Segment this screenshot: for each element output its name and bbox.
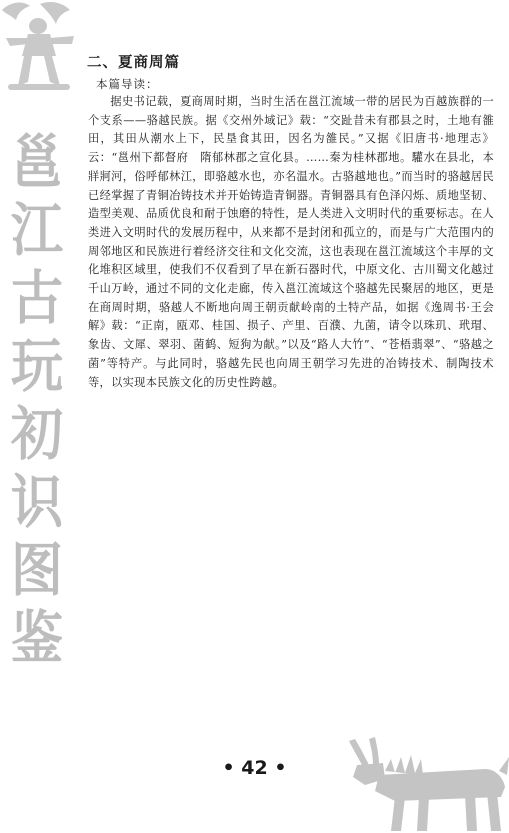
body-paragraph: 据史书记载，夏商周时期，当时生活在邕江流域一带的居民为百越族群的一个支系——骆越民族。据《交州外域记》载：“交趾昔未有郡县之时，土地有雒田，其田从潮水上下，民垦食其田，因名为雒民。”又据《旧唐书·地理志》云：“邕州下都督府 隋郁林郡之宣化县。……秦为桂林郡地。驩水在县北，本牂牁河，俗呼郁林江，即骆越水也，亦名温水。古骆越地也。”而当时的骆越居民已经掌握了青铜冶铸技术并开始铸造青铜器。青铜器具有色泽闪烁、质地坚韧、造型美观、品质优良和耐于蚀磨的特性，是人类进入文明时代的重要标志。在人类进入文明时代的发展历程中，从来都不是封闭和孤立的，而是与广大范围内的周邻地区和民族进行着经济交往和文化交流，这也表现在邕江流域这个丰厚的文化堆积区域里，使我们不仅看到了早在新石器时代，中原文化、古川蜀文化越过千山万岭，通过不同的文化走廊，传入邕江流域这个骆越先民聚居的地区，更是在商周时期，骆越人不断地向周王朝贡献岭南的土特产品，如据《逸周书·王会解》载：“正南，瓯邓、桂国、损子、产里、百濮、九菌，请令以珠玑、玳瑁、象齿、文犀、翠羽、菌鹤、短狗为献。”以及“路人大竹”、“苍梧翡翠”、“骆越之菌”等特产。与此同时，骆越先民也向周王朝学习先进的冶铸技术、制陶技术等，以实现本民族文化的历史性跨越。 [88, 95, 494, 389]
rock-art-figure-icon [0, 0, 78, 92]
side-title-char: 江 [10, 196, 64, 264]
page-content [74, 54, 494, 392]
guide-label: 本篇导读： [96, 77, 159, 91]
side-title-char: 初 [10, 400, 64, 468]
side-title-char: 图 [10, 536, 64, 604]
side-title-char: 鉴 [10, 604, 64, 672]
side-title-char: 邕 [10, 128, 64, 196]
side-title-char: 识 [10, 468, 64, 536]
rock-art-animal-icon [335, 735, 509, 833]
page-number: • 42 • [222, 757, 287, 779]
side-title-char: 玩 [10, 332, 64, 400]
side-title [2, 128, 72, 672]
section-title: 二、夏商周篇 [87, 55, 180, 71]
side-title-char: 古 [10, 264, 64, 332]
